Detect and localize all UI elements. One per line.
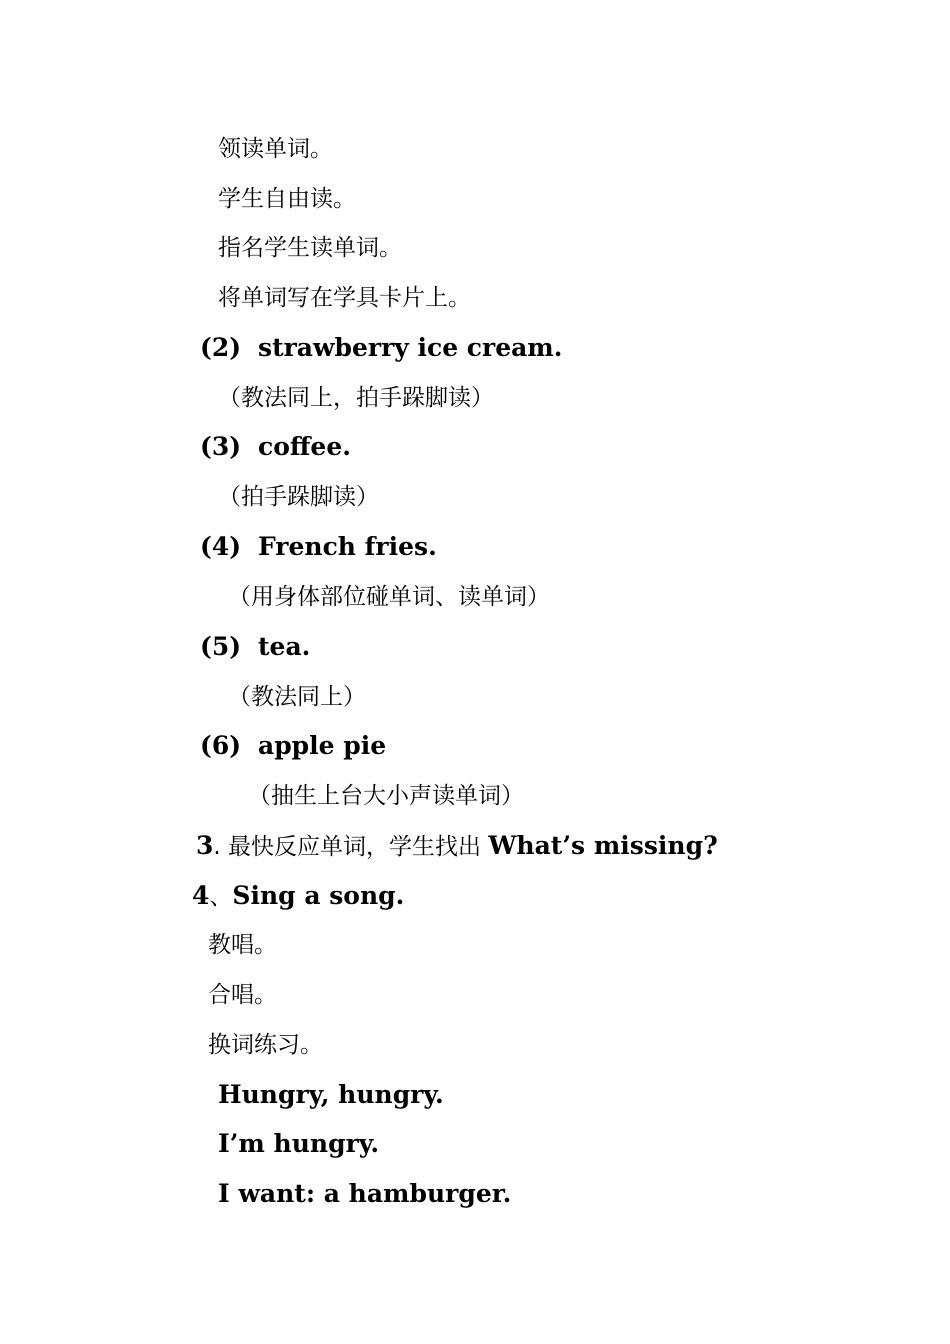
song-line-1: Hungry, hungry. [218, 1080, 444, 1109]
item-6 [200, 731, 386, 761]
step-4-line [192, 881, 404, 912]
step-3-number: 3 [196, 831, 214, 860]
item-5-word: tea. [258, 632, 311, 661]
item-2-note: （教法同上，拍手跺脚读） [218, 385, 494, 411]
item-2-number: (2) [200, 333, 242, 362]
item-3-word: coffee. [258, 432, 351, 461]
song-line-2: I’m hungry. [218, 1129, 380, 1158]
item-2-word: strawberry ice cream. [258, 333, 563, 362]
item-3-number: (3) [200, 432, 242, 461]
item-5-number: (5) [200, 632, 242, 661]
item-4-note: （用身体部位碰单词、读单词） [228, 584, 550, 610]
step-3-instruction: . 最快反应单词，学生找出 [213, 834, 489, 860]
item-4 [200, 532, 437, 562]
item-4-number: (4) [200, 532, 242, 561]
text-line-word-substitution: 换词练习。 [208, 1032, 323, 1058]
item-3 [200, 432, 351, 462]
item-5 [200, 632, 310, 662]
item-6-word: apple pie [258, 731, 387, 760]
item-5-note: （教法同上） [228, 684, 366, 710]
text-line-free-reading: 学生自由读。 [218, 186, 356, 212]
text-line-write-cards: 将单词写在学具卡片上。 [218, 285, 471, 311]
step-3-line [196, 831, 718, 862]
step-4-phrase: Sing a song. [232, 881, 405, 910]
item-4-word: French fries. [258, 532, 437, 561]
step-3-phrase: What’s missing? [488, 831, 718, 860]
text-line-lead-reading: 领读单词。 [218, 136, 333, 162]
item-3-note: （拍手跺脚读） [218, 484, 379, 510]
step-4-separator: 、 [209, 884, 233, 910]
text-line-teach-singing: 教唱。 [208, 932, 277, 958]
text-line-named-reading: 指名学生读单词。 [218, 235, 402, 261]
step-4-number: 4 [192, 881, 210, 910]
item-6-number: (6) [200, 731, 242, 760]
item-2 [200, 333, 562, 363]
text-line-chorus: 合唱。 [208, 982, 277, 1008]
song-line-3: I want: a hamburger. [218, 1179, 512, 1208]
item-6-note: （抽生上台大小声读单词） [248, 783, 524, 809]
